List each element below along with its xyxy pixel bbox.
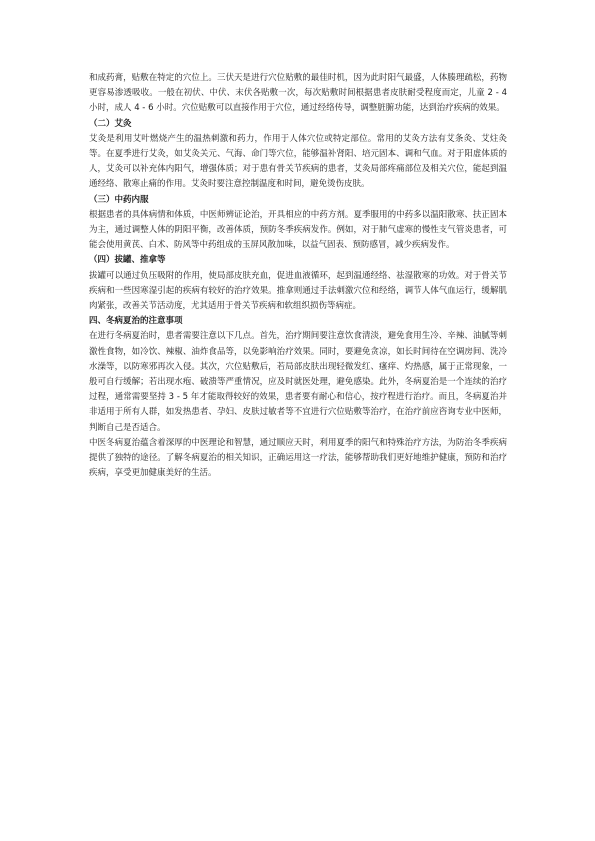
document-page [89, 71, 507, 481]
herbal-medicine-heading: （三）中药内服 [89, 194, 149, 205]
herbal-medicine-paragraph: 根据患者的具体病情和体质，中医师辨证论治，开具相应的中药方剂。夏季服用的中药多以温阳散寒、扶正固本为主，通过调整人体的阴阳平衡，改善体质，预防冬季疾病发作。例如，对于肺气虚寒的慢性支气管炎患者，可能会使用黄芪、白术、防风等中药组成的玉屏风散加味，以益气固表、预防感冒，减少疾病发作。 [89, 209, 507, 251]
precautions-heading: 四、冬病夏治的注意事项 [89, 316, 183, 327]
moxibustion-paragraph: 艾灸是利用艾叶燃烧产生的温热刺激和药力，作用于人体穴位或特定部位。常用的艾灸方法有艾条灸、艾炷灸等。在夏季进行艾灸，如艾灸关元、气海、命门等穴位，能够温补肾阳、培元固本、调和气血。对于阳虚体质的人，艾灸可以补充体内阳气，增强体质；对于患有骨关节疾病的患者，艾灸局部疼痛部位及相关穴位，能起到温通经络、散寒止痛的作用。艾灸时要注意控制温度和时间，避免烫伤皮肤。 [89, 133, 507, 190]
moxibustion-heading: （二）艾灸 [89, 118, 132, 129]
cupping-massage-paragraph: 拔罐可以通过负压吸附的作用，使局部皮肤充血，促进血液循环，起到温通经络、祛湿散寒的功效。对于骨关节疾病和一些因寒湿引起的疾病有较好的治疗效果。推拿则通过手法刺激穴位和经络，调节人体气血运行，缓解肌肉紧张，改善关节活动度，尤其适用于骨关节疾病和软组织损伤等病症。 [89, 270, 507, 312]
intro-paragraph: 和成药膏，贴敷在特定的穴位上。三伏天是进行穴位贴敷的最佳时机，因为此时阳气最盛，人体腠理疏松，药物更容易渗透吸收。一般在初伏、中伏、末伏各贴敷一次，每次贴敷时间根据患者皮肤耐受程度而定，儿童 2 - 4 小时，成人 4 - 6 小时。穴位贴敷可以直接作用于穴位，通过经络传导，调整脏腑功能，达到治疗疾病的效果。 [89, 73, 507, 114]
conclusion-paragraph: 中医冬病夏治蕴含着深厚的中医理论和智慧，通过顺应天时，利用夏季的阳气和特殊治疗方法，为防治冬季疾病提供了独特的途径。了解冬病夏治的相关知识，正确运用这一疗法，能够帮助我们更好地维护健康，预防和治疗疾病，享受更加健康美好的生活。 [89, 437, 507, 479]
precautions-paragraph: 在进行冬病夏治时，患者需要注意以下几点。首先，治疗期间要注意饮食清淡，避免食用生冷、辛辣、油腻等刺激性食物，如冷饮、辣椒、油炸食品等，以免影响治疗效果。同时，要避免贪凉，如长时间待在空调房间、洗冷水澡等，以防寒邪再次入侵。其次，穴位贴敷后，若局部皮肤出现轻微发红、瘙痒、灼热感，属于正常现象，一般可自行缓解；若出现水疱、破溃等严重情况，应及时就医处理，避免感染。此外，冬病夏治是一个连续的治疗过程，通常需要坚持 3 - 5 年才能取得较好的效果，患者要有耐心和信心，按疗程进行治疗。而且，冬病夏治并非适用于所有人群，如发热患者、孕妇、皮肤过敏者等不宜进行穴位贴敷等治疗，在治疗前应咨询专业中医师，判断自己是否适合。 [89, 331, 507, 433]
cupping-massage-heading: （四）拔罐、推拿等 [89, 255, 166, 266]
